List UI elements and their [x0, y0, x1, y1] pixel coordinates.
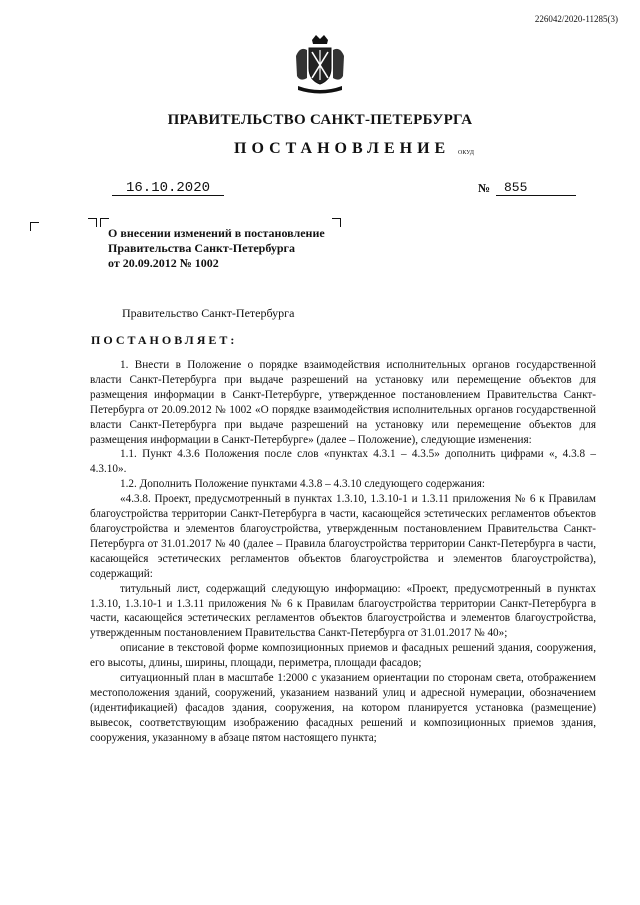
coat-of-arms-icon [292, 34, 348, 96]
paragraph: ситуационный план в масштабе 1:2000 с указанием ориентации по сторонам света, отображением местоположения зданий, сооружений, указанием названий улиц и адресной нумерации, обозначением (идентификацией) фасадов здания, сооружения, на котором планируется установка (размещение) вывесок, соответствующим изображению фасадных решений и композиционных приемов здания, сооружения, указанному в абзаце пятом настоящего пункта; [90, 672, 596, 744]
subject-line: Правительства Санкт-Петербурга [108, 241, 296, 255]
corner-mark-subject-left-a [88, 218, 97, 227]
date-underline [112, 195, 224, 196]
resolves-heading: ПОСТАНОВЛЯЕТ: [91, 333, 238, 347]
paragraph: описание в текстовой форме композиционных приемов и фасадных решений здания, сооружения, его высоты, длины, ширины, площади, периметра, площади фасадов; [90, 642, 596, 670]
okud-code: ОКУД [458, 150, 474, 156]
government-title: ПРАВИТЕЛЬСТВО САНКТ-ПЕТЕРБУРГА [167, 112, 473, 128]
document-number: 226042/2020-11285(3) [534, 14, 618, 24]
issuer: Правительство Санкт-Петербурга [122, 306, 295, 320]
number-label: № [478, 181, 491, 195]
subject-line: от 20.09.2012 № 1002 [108, 256, 219, 270]
paragraph: «4.3.8. Проект, предусмотренный в пунктах 1.3.10, 1.3.10-1 и 1.3.11 приложения № 6 к Правилам благоустройства территории Санкт-Петербурга в части, касающейся эстетических регламентов объектов благоустройства и элементов благоустройства, утвержденным постановлением Правительства Санкт-Петербурга от 31.01.2017 № 40 (далее – Правила благоустройства территории Санкт-Петербурга в части, касающейся эстетических регламентов объектов благоустройства и элементов благоустройства), содержащий: [90, 493, 596, 580]
corner-mark-left [30, 222, 39, 231]
subject-line: О внесении изменений в постановление [108, 226, 325, 240]
decree-date: 16.10.2020 [126, 180, 211, 196]
decree-subject [108, 226, 348, 271]
decree-title: ПОСТАНОВЛЕНИЕ [234, 140, 451, 157]
paragraph: 1. Внести в Положение о порядке взаимодействия исполнительных органов государственной власти Санкт-Петербурга при выдаче разрешений на установку или перемещение объектов для размещения информации в Санкт-Петербурге, утвержденное постановлением Правительства Санкт-Петербурга от 20.09.2012 № 1002 «О порядке взаимодействия исполнительных органов государственной власти Санкт-Петербурга при выдаче разрешений на установку или перемещение объектов для размещения информации в Санкт-Петербурге» (далее – Положение), следующие изменения: [90, 359, 596, 446]
number-underline [496, 195, 576, 196]
decree-body [90, 358, 596, 746]
paragraph: титульный лист, содержащий следующую информацию: «Проект, предусмотренный в пунктах 1.3.10, 1.3.10-1 и 1.3.11 приложения № 6 к Правилам благоустройства территории Санкт-Петербурга в части, касающейся эстетических регламентов объектов благоустройства и элементов благоустройства, утвержденным постановлением Правительства Санкт-Петербурга от 31.01.2017 № 40»; [90, 582, 596, 640]
paragraph: 1.1. Пункт 4.3.6 Положения после слов «пунктах 4.3.1 – 4.3.5» дополнить цифрами «, 4.3.8 – 4.3.10». [90, 448, 596, 476]
decree-number: 855 [504, 180, 528, 195]
paragraph: 1.2. Дополнить Положение пунктами 4.3.8 – 4.3.10 следующего содержания: [120, 478, 486, 491]
